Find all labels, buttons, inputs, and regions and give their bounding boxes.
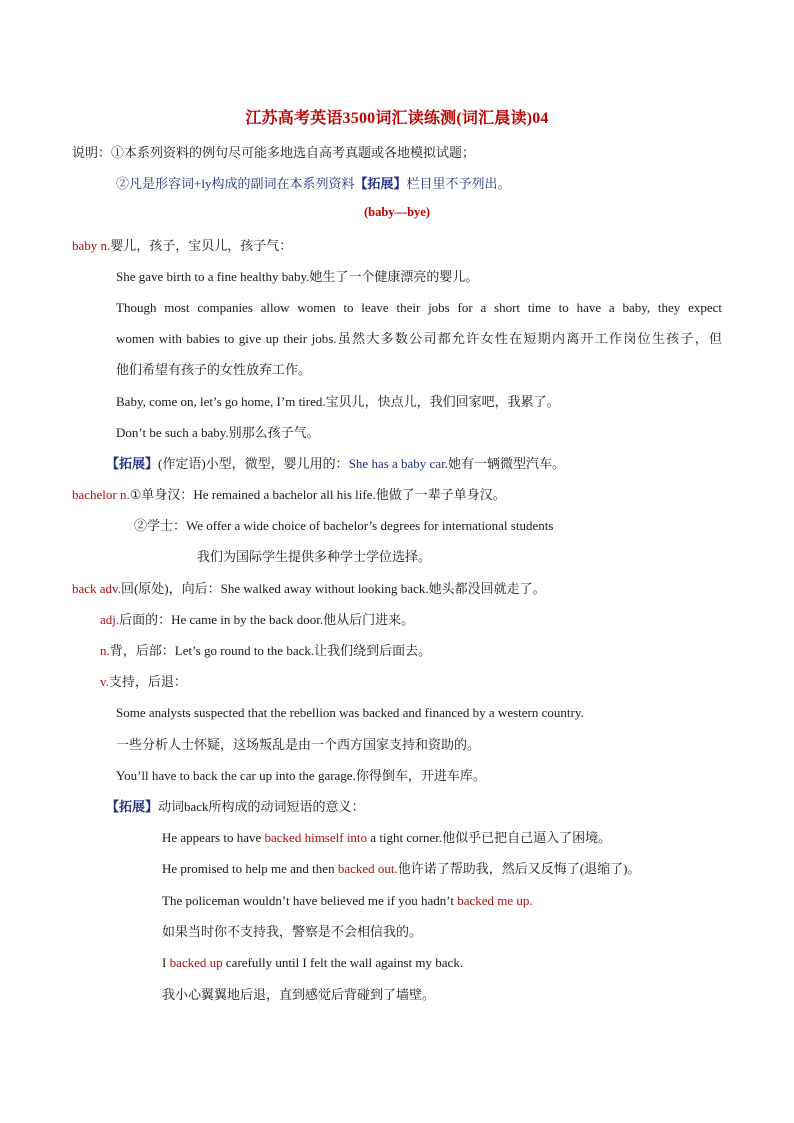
headword-bachelor: bachelor n. bbox=[72, 487, 130, 502]
back-n-tag: n. bbox=[100, 643, 110, 658]
back-noun-line bbox=[100, 642, 431, 660]
intro-text-1: ①本系列资料的例句尽可能多地选自高考真题或各地模拟试题； bbox=[111, 145, 476, 160]
baby-ext-text: (作定语)小型，微型，婴儿用的： bbox=[158, 456, 349, 471]
back-verb-example-1-translation: 一些分析人士怀疑，这场叛乱是由一个西方国家支持和资助的。 bbox=[116, 737, 481, 752]
phrase-2-text-c: 他许诺了帮助我，然后又反悔了(退缩了)。 bbox=[397, 861, 641, 876]
baby-definition: 婴儿，孩子，宝贝儿，孩子气： bbox=[110, 238, 293, 253]
phrase-4-highlight: backed up bbox=[169, 955, 223, 970]
headword-back: back adv. bbox=[72, 581, 121, 596]
bachelor-sense-1: ①单身汉：He remained a bachelor all his life.他做了一辈子单身汉。 bbox=[129, 487, 506, 502]
back-n-sense: 背，后部：Let’s go round to the back.让我们绕到后面去。 bbox=[109, 643, 432, 658]
back-ext-tag: 【拓展】 bbox=[106, 799, 159, 814]
back-adj-tag: adj. bbox=[100, 612, 120, 627]
baby-ext-tag: 【拓展】 bbox=[106, 456, 159, 471]
back-adj-sense: 后面的：He came in by the back door.他从后门进来。 bbox=[119, 612, 415, 627]
bachelor-sense-2-translation: 我们为国际学生提供多种学士学位选择。 bbox=[197, 549, 432, 564]
back-v-tag: v. bbox=[100, 674, 109, 689]
phrase-example-2 bbox=[162, 860, 640, 878]
baby-example-2-line-3: 他们希望有孩子的女性放弃工作。 bbox=[116, 362, 312, 377]
baby-extension bbox=[106, 455, 565, 473]
entry-baby-head bbox=[72, 237, 292, 255]
phrase-example-3 bbox=[162, 892, 533, 910]
entry-bachelor-head bbox=[72, 486, 506, 504]
back-adj-line bbox=[100, 611, 414, 629]
page-title: 江苏高考英语3500词汇读练测(词汇晨读)04 bbox=[245, 110, 549, 127]
headword-baby: baby n. bbox=[72, 238, 111, 253]
baby-example-4: Don’t be such a baby.别那么孩子气。 bbox=[116, 425, 320, 440]
intro-line-1 bbox=[72, 144, 475, 162]
back-verb-example-1: Some analysts suspected that the rebellion was backed and financed by a western country. bbox=[116, 705, 584, 720]
phrase-4-text-c: carefully until I felt the wall against my back. bbox=[222, 955, 464, 970]
bachelor-sense-2: ②学士：We offer a wide choice of bachelor’s degrees for international students bbox=[134, 518, 554, 533]
phrase-3-text-a: The policeman wouldn’t have believed me if you hadn’t bbox=[162, 893, 458, 908]
baby-example-3: Baby, come on, let’s go home, I’m tired.宝贝儿，快点儿，我们回家吧，我累了。 bbox=[116, 394, 560, 409]
phrase-1-text-c: a tight corner.他似乎已把自己逼入了困境。 bbox=[367, 830, 612, 845]
back-v-sense: 支持，后退： bbox=[108, 674, 187, 689]
baby-ext-example: She has a baby car. bbox=[348, 456, 448, 471]
baby-example-2-line-2: women with babies to give up their jobs.虽然大多数公司都允许女性在短期内离开工作岗位生孩子，但 bbox=[116, 331, 722, 346]
phrase-example-4-translation: 我小心翼翼地后退，直到感觉后背碰到了墙壁。 bbox=[162, 987, 436, 1002]
phrase-example-3-translation: 如果当时你不支持我，警察是不会相信我的。 bbox=[162, 924, 423, 939]
phrase-4-text-a: I bbox=[162, 955, 170, 970]
intro-text-2a: ②凡是形容词+ly构成的副词在本系列资料 bbox=[116, 176, 355, 191]
back-verb-line bbox=[100, 673, 187, 691]
intro-line-2 bbox=[116, 175, 510, 193]
intro-text-2c: 栏目里不予列出。 bbox=[406, 176, 511, 191]
phrase-2-text-a: He promised to help me and then bbox=[162, 861, 338, 876]
back-extension bbox=[106, 798, 365, 816]
entry-back-head bbox=[72, 580, 546, 598]
phrase-2-highlight: backed out. bbox=[337, 861, 398, 876]
intro-label: 说明： bbox=[72, 145, 112, 160]
section-range: (baby—bye) bbox=[364, 205, 430, 219]
baby-ext-translation: 她有一辆微型汽车。 bbox=[447, 456, 565, 471]
phrase-1-highlight: backed himself into bbox=[264, 830, 368, 845]
baby-example-1: She gave birth to a fine healthy baby.她生了一个健康漂亮的婴儿。 bbox=[116, 269, 479, 284]
back-adv-sense: 回(原处)，向后：She walked away without looking back.她头都没回就走了。 bbox=[120, 581, 546, 596]
baby-example-2-line-1: Though most companies allow women to leave their jobs for a short time to have a baby, they expect bbox=[116, 300, 722, 315]
phrase-example-1 bbox=[162, 829, 611, 847]
intro-ext-tag: 【拓展】 bbox=[354, 176, 407, 191]
phrase-example-4 bbox=[162, 954, 463, 972]
phrase-3-highlight: backed me up. bbox=[457, 893, 533, 908]
back-verb-example-2: You’ll have to back the car up into the garage.你得倒车，开进车库。 bbox=[116, 768, 486, 783]
phrase-1-text-a: He appears to have bbox=[162, 830, 265, 845]
back-ext-text: 动词back所构成的动词短语的意义： bbox=[158, 799, 365, 814]
